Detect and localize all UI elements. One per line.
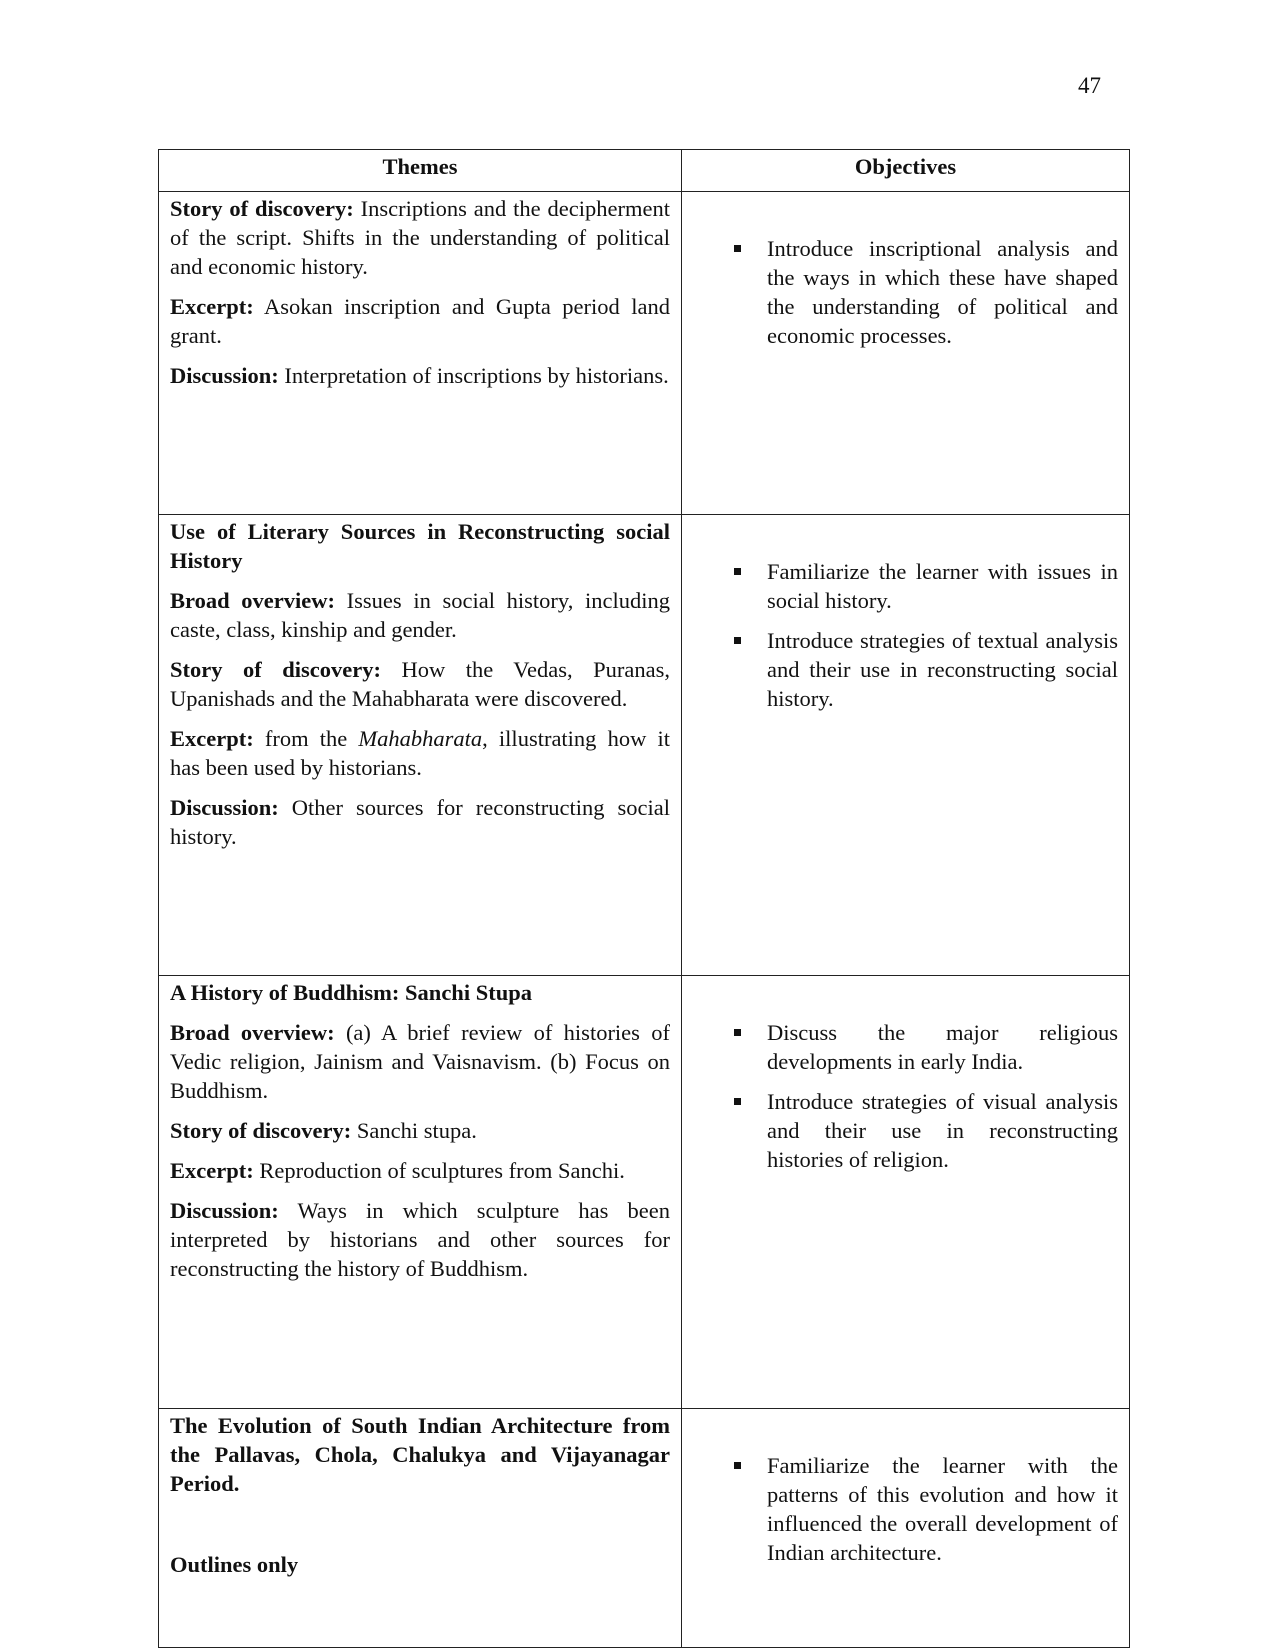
theme-paragraph (170, 1156, 670, 1185)
theme-paragraph (170, 655, 670, 713)
theme-paragraph (170, 361, 670, 390)
paragraph-text: Issues in social history, including caste, class, kinship and gender. (170, 588, 670, 642)
theme-cell (159, 515, 682, 976)
page-number: 47 (1078, 73, 1101, 98)
objectives-cell (682, 192, 1130, 515)
objective-item (682, 626, 1118, 713)
paragraph-label: Story of discovery: (170, 196, 354, 221)
objective-text: Introduce strategies of textual analysis and their use in reconstructing social history. (767, 628, 1118, 711)
paragraph-label: Discussion: (170, 1198, 279, 1223)
objective-text: Familiarize the learner with the patterns of this evolution and how it influenced the overall development of Indian architecture. (767, 1453, 1118, 1565)
table-row (159, 976, 1130, 1409)
theme-title: Use of Literary Sources in Reconstructing social History (170, 519, 670, 573)
square-bullet-icon (734, 568, 741, 575)
theme-paragraph (170, 1196, 670, 1283)
theme-cell (159, 192, 682, 515)
objective-item (682, 557, 1118, 615)
objectives-cell (682, 976, 1130, 1409)
paragraph-text: Inscriptions and the decipherment of the script. Shifts in the understanding of political and economic history. (170, 196, 671, 279)
paragraph-label: Story of discovery: (170, 657, 381, 682)
paragraph-text: from the (253, 726, 359, 751)
paragraph-text: Asokan inscription and Gupta period land grant. (170, 294, 670, 348)
theme-paragraph (170, 1018, 670, 1105)
theme-cell (159, 1409, 682, 1648)
table-row (159, 192, 1130, 515)
theme-paragraph (170, 793, 670, 851)
objectives-list (682, 1018, 1118, 1174)
theme-paragraph (170, 724, 670, 782)
theme-title: A History of Buddhism: Sanchi Stupa (170, 980, 532, 1005)
theme-cell (159, 976, 682, 1409)
italic-text: Mahabharata (358, 726, 483, 751)
table-row (159, 515, 1130, 976)
objective-item (682, 1018, 1118, 1076)
syllabus-table (158, 149, 1130, 1648)
paragraph-label: Broad overview: (170, 588, 335, 613)
objective-item (682, 234, 1118, 350)
theme-paragraph (170, 292, 670, 350)
square-bullet-icon (734, 637, 741, 644)
objective-item (682, 1087, 1118, 1174)
paragraph-label: Broad overview: (170, 1020, 335, 1045)
square-bullet-icon (734, 1462, 741, 1469)
paragraph-label: Excerpt: (170, 726, 254, 751)
objectives-cell (682, 515, 1130, 976)
paragraph-text: , illustrating how it has been used by historians. (170, 726, 670, 780)
paragraph-label: Excerpt: (170, 1158, 254, 1183)
objective-text: Discuss the major religious developments in early India. (767, 1020, 1118, 1074)
theme-title: The Evolution of South Indian Architecture from the Pallavas, Chola, Chalukya and Vijayanagar Period. (170, 1413, 670, 1496)
square-bullet-icon (734, 1098, 741, 1105)
table-row (159, 1409, 1130, 1648)
objectives-cell (682, 1409, 1130, 1648)
paragraph-text: Interpretation of inscriptions by historians. (278, 363, 669, 388)
objectives-list (682, 1451, 1118, 1567)
objective-text: Familiarize the learner with issues in social history. (767, 559, 1118, 613)
objective-text: Introduce inscriptional analysis and the ways in which these have shaped the understanding of political and economic processes. (767, 236, 1118, 348)
theme-paragraph (170, 1116, 670, 1145)
square-bullet-icon (734, 245, 741, 252)
themes-header: Themes (159, 150, 682, 192)
objectives-header: Objectives (682, 150, 1130, 192)
paragraph-label: Excerpt: (170, 294, 254, 319)
objective-text: Introduce strategies of visual analysis and their use in reconstructing histories of religion. (767, 1089, 1118, 1172)
paragraph-text: Ways in which sculpture has been interpreted by historians and other sources for reconstructing the history of Buddhism. (170, 1198, 670, 1281)
paragraph-text: Reproduction of sculptures from Sanchi. (253, 1158, 625, 1183)
paragraph-label: Story of discovery: (170, 1118, 352, 1143)
paragraph-text: Other sources for reconstructing social history. (170, 795, 670, 849)
paragraph-label: Discussion: (170, 795, 279, 820)
square-bullet-icon (734, 1029, 741, 1036)
spacer (170, 1509, 670, 1550)
theme-paragraph (170, 586, 670, 644)
table-header-row (159, 150, 1130, 192)
paragraph-text: Sanchi stupa. (351, 1118, 477, 1143)
objectives-list (682, 234, 1118, 350)
paragraph-label: Discussion: (170, 363, 279, 388)
paragraph-text: How the Vedas, Puranas, Upanishads and the Mahabharata were discovered. (170, 657, 670, 711)
theme-paragraph (170, 194, 670, 281)
objective-item (682, 1451, 1118, 1567)
paragraph-text: (a) A brief review of histories of Vedic religion, Jainism and Vaisnavism. (b) Focus on Buddhism. (170, 1020, 670, 1103)
objectives-list (682, 557, 1118, 713)
theme-note: Outlines only (170, 1552, 299, 1577)
